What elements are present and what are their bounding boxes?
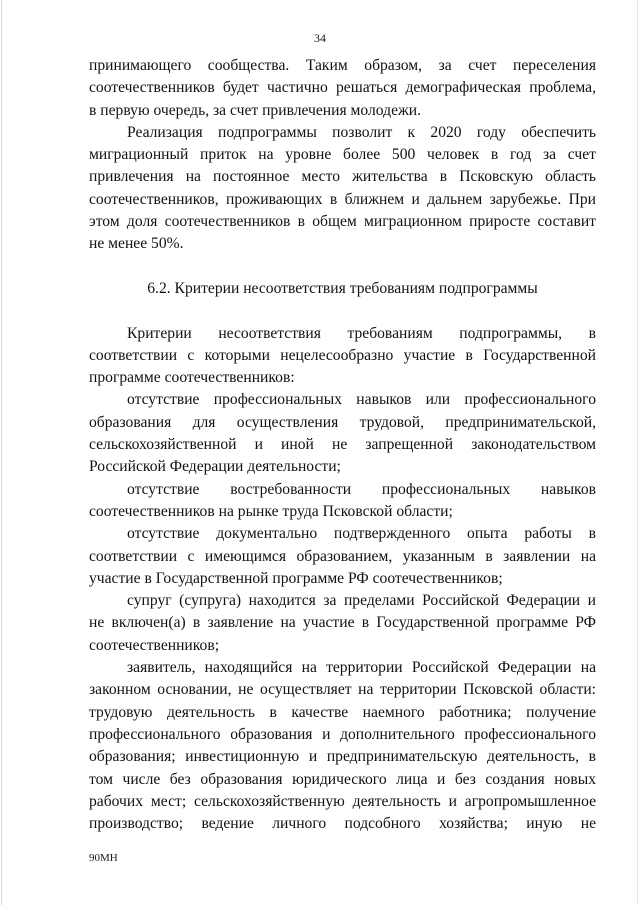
footer-code: 90МН bbox=[89, 852, 118, 864]
paragraph bbox=[89, 590, 596, 657]
document-body bbox=[89, 55, 596, 835]
text-line: том числе без образования юридического лица и без создания новых bbox=[89, 770, 596, 788]
text-line: отсутствие востребованности профессиональных навыков bbox=[127, 480, 596, 498]
text-line: соответствии с которыми нецелесообразно участие в Государственной bbox=[89, 346, 596, 364]
text-line: не менее 50%. bbox=[89, 235, 184, 253]
text-line: образования; инвестиционную и предпринимательскую деятельность, в bbox=[89, 748, 596, 766]
text-line: принимающего сообщества. Таким образом, за счет переселения bbox=[89, 57, 596, 74]
section-heading: 6.2. Критерии несоответствия требованиям подпрограммы bbox=[147, 279, 538, 297]
text-line: производство; ведение личного подсобного хозяйства; иную не bbox=[89, 815, 596, 833]
text-line: законном основании, не осуществляет на территории Псковской области: bbox=[89, 681, 596, 699]
paragraph bbox=[89, 323, 596, 390]
text-line: миграционный приток на уровне более 500 человек в год за счет bbox=[89, 146, 596, 164]
text-line: не включен(а) в заявление на участие в Государственной программе РФ bbox=[89, 614, 596, 632]
spacer bbox=[89, 300, 596, 322]
text-line: Российской Федерации деятельности; bbox=[89, 458, 341, 476]
text-line: Реализация подпрограммы позволит к 2020 году обеспечить bbox=[127, 123, 596, 141]
text-line: этом доля соотечественников в общем миграционном приросте составит bbox=[89, 213, 596, 231]
page-edge-right bbox=[637, 0, 638, 905]
paragraph bbox=[89, 657, 596, 835]
text-line: отсутствие профессиональных навыков или профессионального bbox=[127, 391, 596, 409]
text-line: соответствии с имеющимся образованием, указанным в заявлении на bbox=[89, 547, 596, 565]
text-line: соотечественников будет частично решаться демографическая проблема, bbox=[89, 79, 596, 97]
text-line: заявитель, находящийся на территории Российской Федерации на bbox=[127, 659, 596, 677]
text-line: супруг (супруга) находится за пределами Российской Федерации и bbox=[127, 592, 596, 610]
text-line: сельскохозяйственной и иной не запрещенной законодательством bbox=[89, 436, 596, 454]
text-line: участие в Государственной программе РФ соотечественников; bbox=[89, 569, 503, 587]
text-line: Критерии несоответствия требованиям подпрограммы, в bbox=[127, 324, 596, 342]
paragraph bbox=[89, 523, 596, 590]
text-line: профессионального образования и дополнительного профессионального bbox=[89, 725, 596, 743]
text-line: образования для осуществления трудовой, предпринимательской, bbox=[89, 413, 596, 431]
paragraph bbox=[89, 479, 596, 524]
page-number: 34 bbox=[314, 31, 326, 45]
text-line: отсутствие документально подтвержденного опыта работы в bbox=[127, 525, 596, 543]
paragraph bbox=[89, 122, 596, 256]
spacer bbox=[89, 256, 596, 278]
text-line: соотечественников, проживающих в ближнем и дальнем зарубежье. При bbox=[89, 190, 596, 208]
text-line: соотечественников на рынке труда Псковской области; bbox=[89, 502, 453, 520]
text-line: рабочих мест; сельскохозяйственную деятельность и агропромышленное bbox=[89, 792, 596, 810]
text-line: в первую очередь, за счет привлечения молодежи. bbox=[89, 101, 422, 119]
paragraph bbox=[89, 389, 596, 478]
text-line: программе соотечественников: bbox=[89, 369, 295, 387]
page-edge-left bbox=[1, 0, 2, 905]
paragraph bbox=[89, 55, 596, 122]
text-line: привлечения на постоянное место жительства в Псковскую область bbox=[89, 168, 596, 186]
text-line: соотечественников; bbox=[89, 636, 220, 654]
text-line: трудовую деятельность в качестве наемного работника; получение bbox=[89, 703, 596, 721]
